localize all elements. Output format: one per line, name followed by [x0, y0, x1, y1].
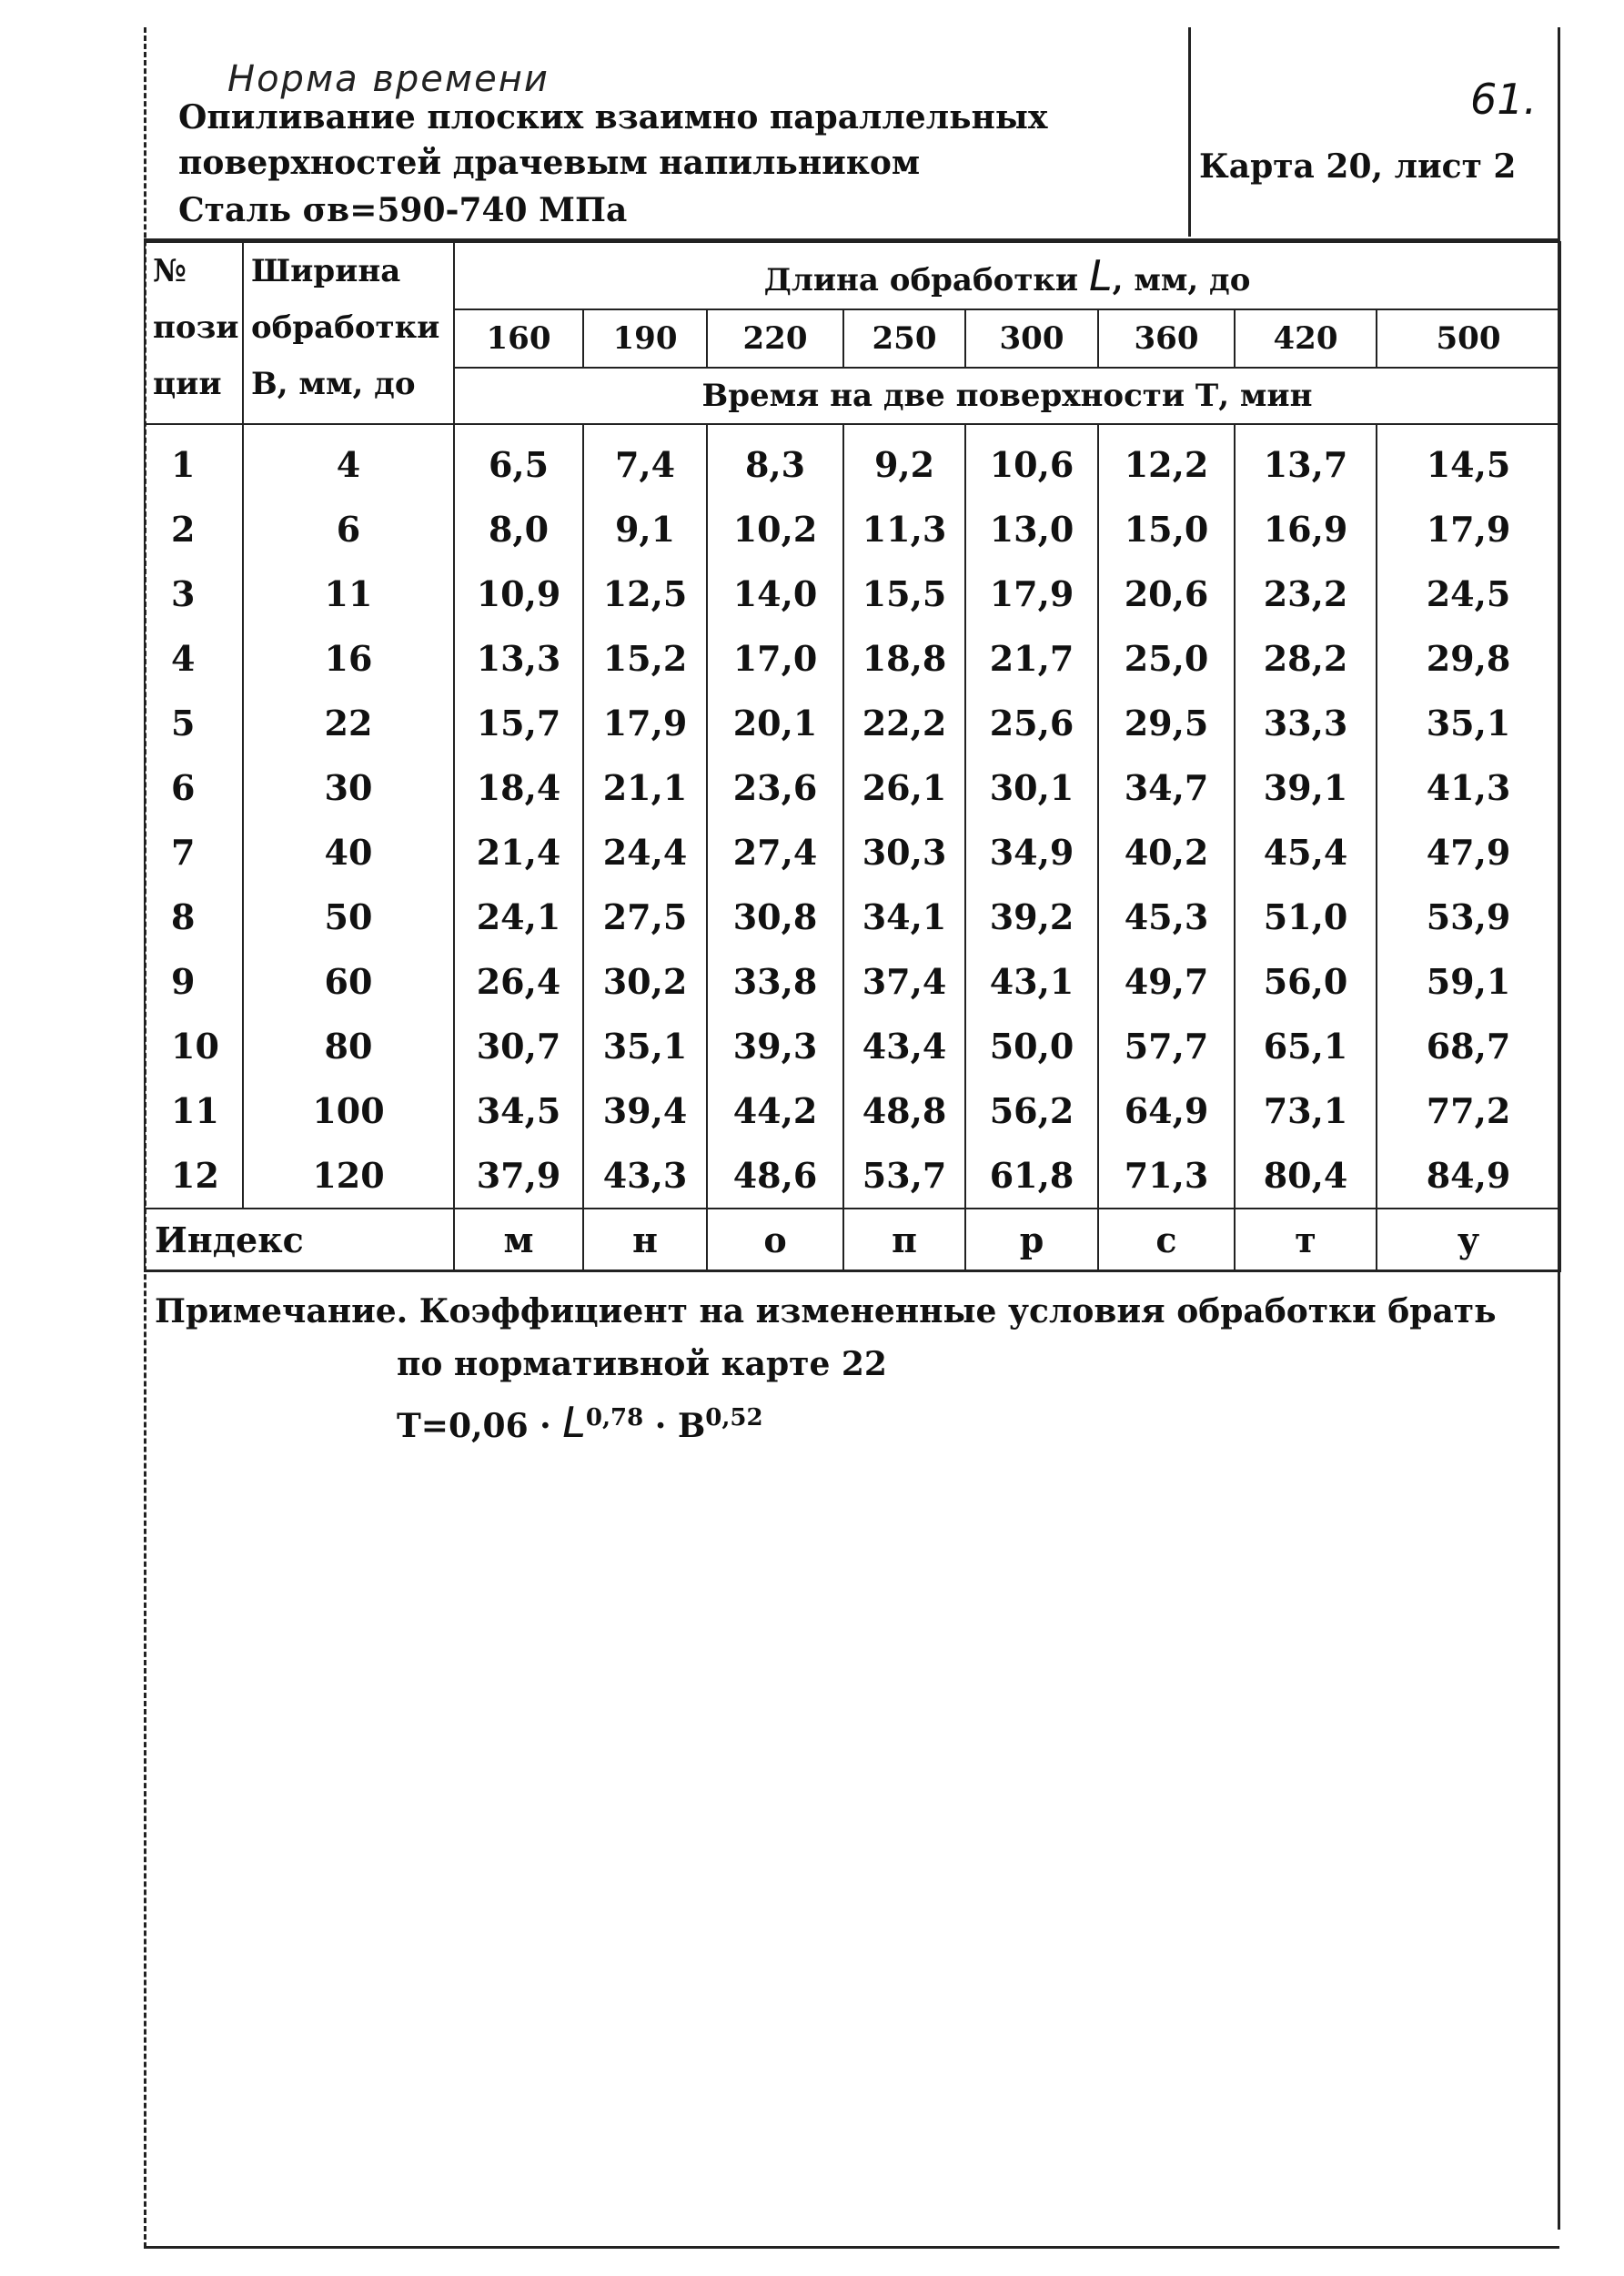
table-row — [145, 497, 1560, 561]
time-cell: 28,2 — [1235, 626, 1377, 691]
time-cell: 37,4 — [843, 949, 965, 1014]
time-cell: 56,2 — [965, 1078, 1098, 1143]
time-cell: 9,2 — [843, 424, 965, 497]
width-cell: 16 — [243, 626, 454, 691]
time-cell: 21,7 — [965, 626, 1098, 691]
time-cell: 26,1 — [843, 755, 965, 820]
index-cell: н — [583, 1209, 707, 1271]
position-cell: 8 — [145, 885, 243, 949]
index-cell: п — [843, 1209, 965, 1271]
time-cell: 25,0 — [1098, 626, 1235, 691]
time-cell: 50,0 — [965, 1014, 1098, 1078]
time-cell: 80,4 — [1235, 1143, 1377, 1209]
width-cell: 120 — [243, 1143, 454, 1209]
length-header-text: Длина обработки — [763, 262, 1079, 298]
time-cell: 13,0 — [965, 497, 1098, 561]
index-label: Индекс — [145, 1209, 454, 1271]
time-cell: 34,9 — [965, 820, 1098, 885]
time-cell: 11,3 — [843, 497, 965, 561]
time-cell: 10,9 — [454, 561, 583, 626]
width-cell: 40 — [243, 820, 454, 885]
width-cell: 30 — [243, 755, 454, 820]
time-cell: 15,5 — [843, 561, 965, 626]
time-cell: 22,2 — [843, 691, 965, 755]
time-cell: 37,9 — [454, 1143, 583, 1209]
time-cell: 29,8 — [1377, 626, 1560, 691]
time-cell: 34,7 — [1098, 755, 1235, 820]
time-cell: 17,9 — [1377, 497, 1560, 561]
title-line-2: поверхностей драчевым напильником — [178, 144, 921, 182]
formula — [397, 1398, 763, 1447]
time-cell: 8,3 — [707, 424, 843, 497]
time-cell: 20,1 — [707, 691, 843, 755]
time-cell: 23,6 — [707, 755, 843, 820]
table-row — [145, 1143, 1560, 1209]
time-cell: 39,3 — [707, 1014, 843, 1078]
time-cell: 43,1 — [965, 949, 1098, 1014]
position-cell: 12 — [145, 1143, 243, 1209]
time-cell: 44,2 — [707, 1078, 843, 1143]
width-cell: 22 — [243, 691, 454, 755]
time-cell: 43,4 — [843, 1014, 965, 1078]
note-line-2: по нормативной карте 22 — [397, 1345, 887, 1383]
time-cell: 20,6 — [1098, 561, 1235, 626]
time-cell: 47,9 — [1377, 820, 1560, 885]
time-cell: 17,9 — [965, 561, 1098, 626]
time-cell: 39,1 — [1235, 755, 1377, 820]
time-cell: 64,9 — [1098, 1078, 1235, 1143]
col-width-header: Ширина обработки В, мм, до — [243, 242, 454, 424]
time-cell: 48,6 — [707, 1143, 843, 1209]
width-cell: 6 — [243, 497, 454, 561]
frame-bottom-line — [144, 2246, 1559, 2249]
index-cell: у — [1377, 1209, 1560, 1271]
time-cell: 84,9 — [1377, 1143, 1560, 1209]
index-cell: т — [1235, 1209, 1377, 1271]
position-cell: 3 — [145, 561, 243, 626]
time-cell: 49,7 — [1098, 949, 1235, 1014]
position-cell: 2 — [145, 497, 243, 561]
width-cell: 60 — [243, 949, 454, 1014]
time-cell: 27,5 — [583, 885, 707, 949]
length-value-4: 300 — [965, 309, 1098, 368]
time-cell: 24,4 — [583, 820, 707, 885]
length-value-5: 360 — [1098, 309, 1235, 368]
table-row — [145, 885, 1560, 949]
time-cell: 34,5 — [454, 1078, 583, 1143]
index-cell: м — [454, 1209, 583, 1271]
time-cell: 16,9 — [1235, 497, 1377, 561]
time-cell: 65,1 — [1235, 1014, 1377, 1078]
length-value-3: 250 — [843, 309, 965, 368]
page-number: 61. — [1470, 75, 1538, 124]
length-value-2: 220 — [707, 309, 843, 368]
time-cell: 24,1 — [454, 885, 583, 949]
index-cell: о — [707, 1209, 843, 1271]
time-cell: 30,8 — [707, 885, 843, 949]
length-value-7: 500 — [1377, 309, 1560, 368]
position-cell: 7 — [145, 820, 243, 885]
time-cell: 17,9 — [583, 691, 707, 755]
time-cell: 30,2 — [583, 949, 707, 1014]
time-cell: 30,1 — [965, 755, 1098, 820]
table-row — [145, 755, 1560, 820]
length-value-0: 160 — [454, 309, 583, 368]
time-cell: 21,4 — [454, 820, 583, 885]
time-cell: 56,0 — [1235, 949, 1377, 1014]
time-cell: 21,1 — [583, 755, 707, 820]
index-cell: р — [965, 1209, 1098, 1271]
time-cell: 43,3 — [583, 1143, 707, 1209]
time-cell: 12,2 — [1098, 424, 1235, 497]
time-cell: 27,4 — [707, 820, 843, 885]
time-cell: 15,7 — [454, 691, 583, 755]
time-cell: 39,2 — [965, 885, 1098, 949]
position-cell: 6 — [145, 755, 243, 820]
handwritten-title: Норма времени — [227, 58, 550, 100]
time-cell: 9,1 — [583, 497, 707, 561]
width-cell: 11 — [243, 561, 454, 626]
table-row — [145, 949, 1560, 1014]
time-cell: 18,8 — [843, 626, 965, 691]
time-cell: 14,0 — [707, 561, 843, 626]
time-cell: 7,4 — [583, 424, 707, 497]
position-cell: 5 — [145, 691, 243, 755]
time-cell: 26,4 — [454, 949, 583, 1014]
header-divider — [1188, 27, 1191, 237]
time-cell: 30,7 — [454, 1014, 583, 1078]
time-cell: 10,2 — [707, 497, 843, 561]
index-cell: с — [1098, 1209, 1235, 1271]
time-cell: 29,5 — [1098, 691, 1235, 755]
position-cell: 11 — [145, 1078, 243, 1143]
time-cell: 30,3 — [843, 820, 965, 885]
table-row — [145, 626, 1560, 691]
table-row — [145, 1014, 1560, 1078]
time-cell: 35,1 — [583, 1014, 707, 1078]
time-cell: 51,0 — [1235, 885, 1377, 949]
time-cell: 12,5 — [583, 561, 707, 626]
length-value-1: 190 — [583, 309, 707, 368]
time-cell: 57,7 — [1098, 1014, 1235, 1078]
table-row — [145, 691, 1560, 755]
width-cell: 100 — [243, 1078, 454, 1143]
table-row — [145, 1078, 1560, 1143]
note-line-1: Примечание. Коэффициент на измененные условия обработки брать — [155, 1292, 1497, 1330]
time-cell: 40,2 — [1098, 820, 1235, 885]
length-value-6: 420 — [1235, 309, 1377, 368]
time-cell: 6,5 — [454, 424, 583, 497]
time-cell: 53,9 — [1377, 885, 1560, 949]
time-cell: 73,1 — [1235, 1078, 1377, 1143]
width-cell: 50 — [243, 885, 454, 949]
time-cell: 13,7 — [1235, 424, 1377, 497]
formula-mid: · В — [654, 1407, 706, 1445]
width-cell: 80 — [243, 1014, 454, 1078]
formula-prefix: Т=0,06 · — [397, 1407, 551, 1445]
width-cell: 4 — [243, 424, 454, 497]
time-cell: 71,3 — [1098, 1143, 1235, 1209]
position-cell: 4 — [145, 626, 243, 691]
time-cell: 61,8 — [965, 1143, 1098, 1209]
time-cell: 33,3 — [1235, 691, 1377, 755]
position-cell: 1 — [145, 424, 243, 497]
norm-table-area — [144, 241, 1559, 1272]
time-cell: 48,8 — [843, 1078, 965, 1143]
time-cell: 18,4 — [454, 755, 583, 820]
time-cell: 68,7 — [1377, 1014, 1560, 1078]
table-row — [145, 561, 1560, 626]
length-units: , мм, до — [1112, 262, 1251, 298]
time-cell: 45,3 — [1098, 885, 1235, 949]
time-cell: 14,5 — [1377, 424, 1560, 497]
length-symbol: L — [1089, 251, 1113, 300]
time-cell: 15,0 — [1098, 497, 1235, 561]
position-cell: 10 — [145, 1014, 243, 1078]
formula-exp-1: 0,78 — [585, 1404, 644, 1431]
time-cell: 53,7 — [843, 1143, 965, 1209]
time-cell: 25,6 — [965, 691, 1098, 755]
col-pos-header: № пози ции — [145, 242, 243, 424]
time-header: Время на две поверхности Т, мин — [454, 368, 1560, 424]
time-cell: 23,2 — [1235, 561, 1377, 626]
time-cell: 59,1 — [1377, 949, 1560, 1014]
formula-exp-2: 0,52 — [705, 1404, 763, 1431]
time-cell: 10,6 — [965, 424, 1098, 497]
formula-symbol: L — [562, 1398, 586, 1447]
time-cell: 24,5 — [1377, 561, 1560, 626]
time-cell: 33,8 — [707, 949, 843, 1014]
title-line-3: Сталь σв=590-740 МПа — [178, 191, 628, 229]
norm-table — [144, 241, 1561, 1272]
time-cell: 13,3 — [454, 626, 583, 691]
table-row — [145, 820, 1560, 885]
time-cell: 34,1 — [843, 885, 965, 949]
header — [144, 27, 1559, 242]
time-cell: 15,2 — [583, 626, 707, 691]
time-cell: 35,1 — [1377, 691, 1560, 755]
length-header — [454, 242, 1560, 309]
card-label: Карта 20, лист 2 — [1199, 147, 1517, 186]
time-cell: 45,4 — [1235, 820, 1377, 885]
title-line-1: Опиливание плоских взаимно параллельных — [178, 98, 1048, 137]
time-cell: 77,2 — [1377, 1078, 1560, 1143]
position-cell: 9 — [145, 949, 243, 1014]
time-cell: 41,3 — [1377, 755, 1560, 820]
index-row — [145, 1209, 1560, 1271]
time-cell: 17,0 — [707, 626, 843, 691]
table-row — [145, 424, 1560, 497]
time-cell: 39,4 — [583, 1078, 707, 1143]
time-cell: 8,0 — [454, 497, 583, 561]
